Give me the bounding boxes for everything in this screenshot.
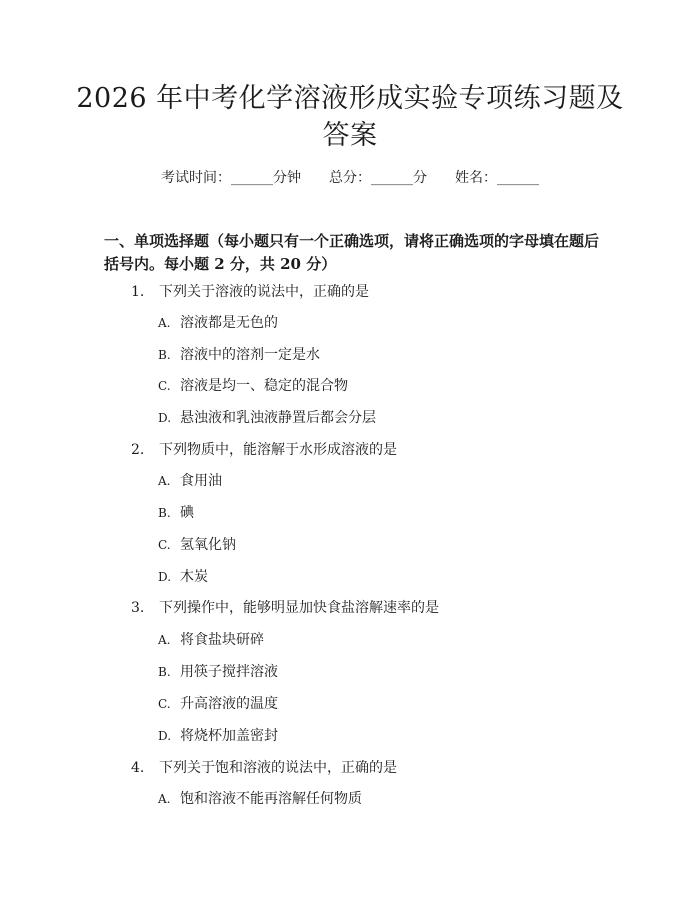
option-text: 悬浊液和乳浊液静置后都会分层 (180, 410, 376, 426)
question-number: 4. (131, 760, 145, 776)
question-2-option-a (158, 471, 222, 491)
option-letter: B. (158, 665, 171, 679)
question-1-option-c (158, 376, 348, 396)
question-stem: 下列操作中，能够明显加快食盐溶解速率的是 (159, 600, 439, 616)
option-letter: C. (158, 538, 171, 552)
option-letter: A. (158, 792, 171, 806)
question-stem: 下列关于溶液的说法中，正确的是 (159, 284, 369, 300)
question-3-option-b (158, 662, 278, 682)
question-2-option-c (158, 535, 236, 555)
option-text: 溶液中的溶剂一定是水 (180, 347, 320, 363)
option-text: 溶液都是无色的 (180, 315, 278, 331)
student-name-field: 姓名：______ (455, 170, 539, 186)
question-number: 3. (131, 600, 145, 616)
option-letter: A. (158, 633, 171, 647)
option-letter: B. (158, 506, 171, 520)
question-1 (131, 282, 369, 302)
option-text: 升高溶液的温度 (180, 696, 278, 712)
question-4 (131, 758, 397, 778)
option-text: 饱和溶液不能再溶解任何物质 (180, 791, 362, 807)
question-1-option-b (158, 345, 320, 365)
option-letter: D. (158, 570, 172, 584)
question-number: 2. (131, 442, 145, 458)
question-2 (131, 440, 397, 460)
question-number: 1. (131, 284, 145, 300)
question-stem: 下列关于饱和溶液的说法中，正确的是 (159, 760, 397, 776)
option-text: 将烧杯加盖密封 (180, 728, 278, 744)
option-text: 用筷子搅拌溶液 (180, 664, 278, 680)
total-score-field: 总分：______分 (329, 170, 427, 186)
option-letter: C. (158, 697, 171, 711)
option-text: 食用油 (180, 473, 222, 489)
section-heading: 一、单项选择题（每小题只有一个正确选项，请将正确选项的字母填在题后括号内。每小题 2 分，共 20 分） (104, 232, 600, 273)
option-letter: B. (158, 348, 171, 362)
option-letter: A. (158, 316, 171, 330)
option-text: 碘 (180, 505, 194, 521)
question-2-option-b (158, 503, 194, 523)
option-text: 木炭 (180, 569, 208, 585)
title-line-1: 2026 年中考化学溶液形成实验专项练习题及 (76, 83, 624, 114)
page-title (60, 80, 640, 154)
option-letter: A. (158, 474, 171, 488)
option-letter: D. (158, 411, 172, 425)
exam-time-field: 考试时间：______分钟 (161, 170, 301, 186)
option-text: 氢氧化钠 (180, 537, 236, 553)
question-3-option-c (158, 694, 278, 714)
question-stem: 下列物质中，能溶解于水形成溶液的是 (159, 442, 397, 458)
option-text: 溶液是均一、稳定的混合物 (180, 378, 348, 394)
option-text: 将食盐块研碎 (180, 632, 264, 648)
question-1-option-d (158, 408, 376, 428)
option-letter: C. (158, 379, 171, 393)
option-letter: D. (158, 729, 172, 743)
title-line-2: 答案 (322, 120, 378, 151)
question-2-option-d (158, 567, 208, 587)
question-3 (131, 598, 439, 618)
question-4-option-a (158, 789, 362, 809)
question-3-option-d (158, 726, 278, 746)
exam-meta (0, 168, 700, 188)
question-1-option-a (158, 313, 278, 333)
question-3-option-a (158, 630, 264, 650)
